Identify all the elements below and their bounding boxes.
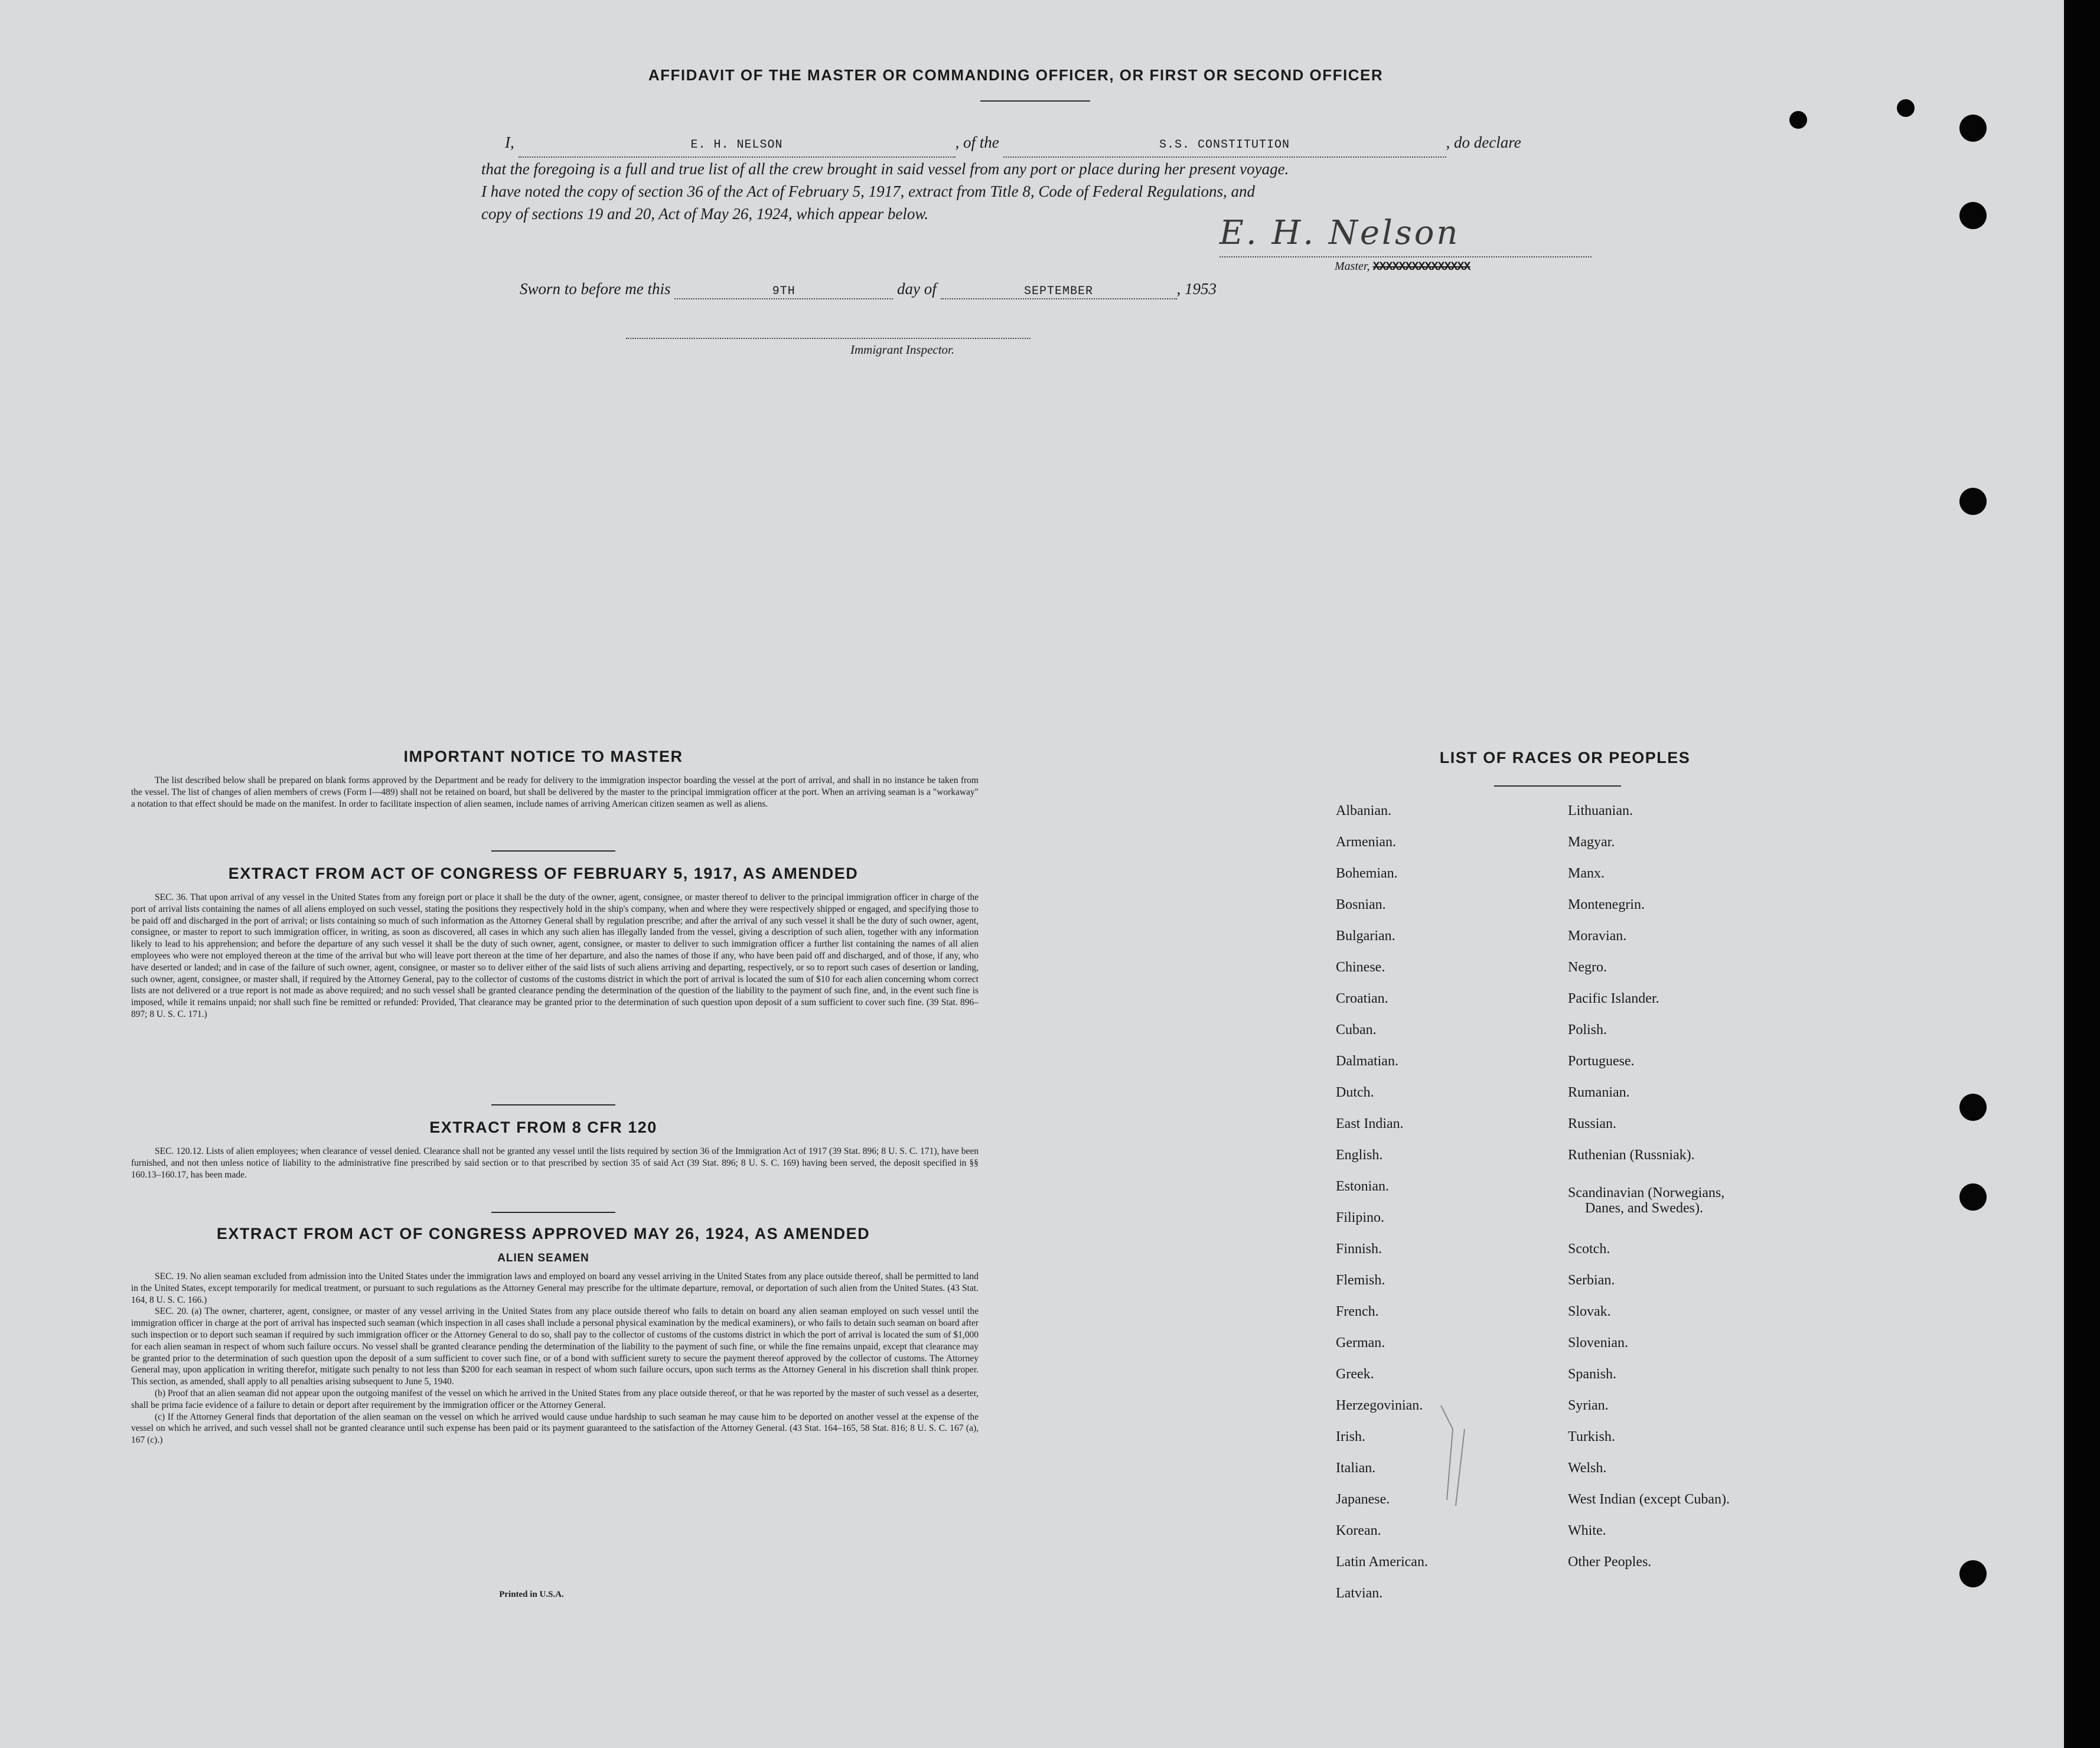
race-left-22: Japanese. <box>1336 1492 1390 1507</box>
race-right-5: Negro. <box>1568 960 1607 975</box>
punch-hole <box>1959 115 1987 142</box>
signature-line <box>1219 256 1592 257</box>
race-right-17: Slovenian. <box>1568 1335 1628 1351</box>
race-right-18: Spanish. <box>1568 1367 1617 1382</box>
race-right-22: West Indian (except Cuban). <box>1568 1492 1730 1507</box>
notice-text: The list described below shall be prepared on blank forms approved by the Department and be ready for delivery to the immigration inspector boarding the vessel at the port of arrival, and shall in no instance be taken from the vessel. The list of changes of alien members of crews (Form I—489) shall not be retained on board, but shall be delivered by the master to the principal immigration officer at the port. When an arriving seaman is a "workaway" a notation to that effect should be made on the manifest. In order to facilitate inspection of alien seamen, include names of arriving American citizen seamen as well as aliens. <box>131 775 979 809</box>
sworn-month-field: SEPTEMBER <box>941 285 1177 299</box>
affidavit-line-3: I have noted the copy of section 36 of the Act of February 5, 1917, extract from Title 8, Code of Federal Regulations, and <box>481 182 1256 200</box>
race-left-13: Filipino. <box>1336 1210 1385 1225</box>
pencil-mark <box>1429 1394 1494 1512</box>
race-left-1: Armenian. <box>1336 834 1396 850</box>
race-left-11: English. <box>1336 1147 1383 1163</box>
race-right-15: Serbian. <box>1568 1273 1615 1288</box>
extract-cfr-title: EXTRACT FROM 8 CFR 120 <box>429 1118 657 1136</box>
extract-1917-title: EXTRACT FROM ACT OF CONGRESS OF FEBRUARY 5, 1917, AS AMENDED <box>228 865 859 882</box>
race-right-23: White. <box>1568 1523 1606 1538</box>
race-left-3: Bosnian. <box>1336 897 1386 912</box>
race-left-6: Croatian. <box>1336 991 1388 1006</box>
struck-officer-title: XXXXXXXXXXXXXXX <box>1372 260 1470 274</box>
extract-cfr-rule <box>491 1212 615 1213</box>
punch-hole <box>1959 1094 1987 1121</box>
races-title: LIST OF RACES OR PEOPLES <box>1439 749 1691 767</box>
race-left-10: East Indian. <box>1336 1116 1404 1131</box>
race-right-14: Scotch. <box>1568 1241 1610 1257</box>
race-right-6: Pacific Islander. <box>1568 991 1659 1006</box>
race-right-9: Rumanian. <box>1568 1085 1630 1100</box>
inspector-label: Immigrant Inspector. <box>850 343 955 357</box>
scan-edge <box>2064 0 2100 1748</box>
alien-seamen-subtitle: ALIEN SEAMEN <box>497 1252 589 1264</box>
notice-title: IMPORTANT NOTICE TO MASTER <box>403 748 683 765</box>
race-right-11: Ruthenian (Russniak). <box>1568 1147 1695 1163</box>
punch-hole <box>1959 488 1987 515</box>
affidavit-title: AFFIDAVIT OF THE MASTER OR COMMANDING OFFICER, OR FIRST OR SECOND OFFICER <box>648 66 1384 84</box>
affidavit-line-1: I, E. H. NELSON , of the S.S. CONSTITUTION , do declare <box>481 131 1592 158</box>
extract-1917-rule <box>491 1104 615 1105</box>
sec-19-text: SEC. 19. No alien seaman excluded from admission into the United States under the immigration laws and employed on board any vessel arriving in the United States from any place outside thereof, shall be permitted to land in the United States, except temporarily for medical treatment, or pursuant to such regulations as the Attorney General may prescribe for the ultimate departure, removal, or deportation of such alien from the United States. (43 Stat. 164, 8 U. S. C. 166.) <box>131 1271 979 1305</box>
race-left-19: Herzegovinian. <box>1336 1398 1423 1413</box>
race-left-2: Bohemian. <box>1336 866 1398 881</box>
race-left-5: Chinese. <box>1336 960 1385 975</box>
race-right-20: Turkish. <box>1568 1429 1615 1444</box>
punch-hole <box>1959 1560 1987 1587</box>
races-title-rule <box>1494 785 1621 787</box>
race-right-3: Montenegrin. <box>1568 897 1645 912</box>
punch-hole <box>1789 111 1807 129</box>
race-left-16: French. <box>1336 1304 1379 1319</box>
extract-1917-text: SEC. 36. That upon arrival of any vessel in the United States from any foreign port or place it shall be the duty of the owner, agent, consignee, or master thereof to deliver to the principal immigration officer in charge of the port of arrival lists containing the names of all aliens employed on such vessel, stating the positions they respectively hold in the ship's company, when and where they were respectively shipped or engaged, and specifying those to be paid off and discharged in the port of arrival; or lists containing so much of such information as the Attorney General shall by regulation prescribe; and after the arrival of any such vessel it shall be the duty of such owner, agent, consignee, or master to report to such immigration officer, in writing, as soon as discovered, all cases in which any such alien has illegally landed from the vessel, giving a description of such alien, together with any information likely to lead to his apprehension; and before the departure of any such vessel it shall be the duty of such owner, agent, consignee, or master to deliver to such immigration officer a further list containing the names of all alien employees who were not employed thereon at the time of the arrival but who will leave port thereon at the time of her departure, and also the names of those if any, who have been paid off and discharged, and of those, if any, who have deserted or landed; and in case of the failure of such owner, agent, consignee, or master so to deliver either of the said lists of such aliens arriving and departing, respectively, or so to report such cases of desertion or landing, such owner, agent, consignee, or master shall, if required by the Attorney General, pay to the collector of customs of the customs district in which the port of arrival is located the sum of $10 for each alien concerning whom correct lists are not delivered or a true report is not made as above required; and no such vessel shall be granted clearance pending the determination of the question of the liability to the payment of such fine, and, in the event such fine is imposed, while it remains unpaid; nor shall such fine be remitted or refunded: Provided, That clearance may be granted prior to the determination of such question upon deposit of a sum sufficient to cover such fine. (39 Stat. 896–897; 8 U. S. C. 171.) <box>131 892 979 1019</box>
race-left-14: Finnish. <box>1336 1241 1382 1257</box>
sworn-line: Sworn to before me this 9TH day of SEPTEMBER , 1953 <box>520 280 1217 298</box>
race-right-24: Other Peoples. <box>1568 1554 1652 1570</box>
race-right-7: Polish. <box>1568 1022 1607 1038</box>
sec-20b-text: (b) Proof that an alien seaman did not appear upon the outgoing manifest of the vessel on which he arrived in the United States from any place outside thereof, or that he was reported by the master of such vessel as a deserter, shall be prima facie evidence of a failure to detain or deport after requirement by the immigration officer or the Attorney General. <box>131 1388 979 1410</box>
sec-20c-text: (c) If the Attorney General finds that deportation of the alien seaman on the vessel on which he arrived would cause undue hardship to such seaman he may cause him to be deported on another vessel at the expense of the vessel on which he arrived, and such vessel shall not be granted clearance until such expense has been paid or its payment guaranteed to the satisfaction of the Attorney General. (43 Stat. 164–165, 58 Stat. 816; 8 U. S. C. 167 (a), 167 (c).) <box>131 1411 979 1446</box>
race-right-12: Scandinavian (Norwegians, <box>1568 1185 1725 1201</box>
race-left-12: Estonian. <box>1336 1179 1389 1194</box>
punch-hole <box>1959 202 1987 229</box>
race-right-8: Portuguese. <box>1568 1054 1635 1069</box>
race-left-24: Latin American. <box>1336 1554 1428 1570</box>
race-left-18: Greek. <box>1336 1367 1374 1382</box>
printed-in-usa: Printed in U.S.A. <box>499 1590 564 1599</box>
vessel-name-field: S.S. CONSTITUTION <box>1003 134 1446 158</box>
race-right-1: Magyar. <box>1568 834 1615 850</box>
extract-1924-text <box>131 1271 979 1446</box>
race-left-21: Italian. <box>1336 1460 1376 1476</box>
extract-1924-title: EXTRACT FROM ACT OF CONGRESS APPROVED MAY 26, 1924, AS AMENDED <box>216 1225 870 1242</box>
race-right-19: Syrian. <box>1568 1398 1609 1413</box>
affidavit-declaration <box>481 131 1592 225</box>
race-right-13: Danes, and Swedes). <box>1585 1201 1703 1216</box>
race-right-21: Welsh. <box>1568 1460 1607 1476</box>
signature-role: Master, XXXXXXXXXXXXXXX <box>1335 260 1470 274</box>
race-left-4: Bulgarian. <box>1336 928 1395 944</box>
master-signature: E. H. Nelson <box>1219 214 1460 252</box>
sworn-day-field: 9TH <box>674 285 893 299</box>
race-left-0: Albanian. <box>1336 803 1391 818</box>
race-left-7: Cuban. <box>1336 1022 1377 1038</box>
extract-cfr-text: SEC. 120.12. Lists of alien employees; when clearance of vessel denied. Clearance shall not be granted any vessel until the lists required by section 36 of the Immigration Act of 1917 (39 Stat. 896; 8 U. S. C. 171), have been furnished, and not then unless notice of liability to the administrative fine prescribed by said section or to that prescribed by section 35 of said Act (39 Stat. 896; 8 U. S. C. 169) having been served, the deposit specified in §§ 160.13–160.17, has been made. <box>131 1146 979 1180</box>
race-left-23: Korean. <box>1336 1523 1381 1538</box>
race-left-25: Latvian. <box>1336 1586 1383 1601</box>
race-left-15: Flemish. <box>1336 1273 1385 1288</box>
race-left-17: German. <box>1336 1335 1385 1351</box>
race-right-4: Moravian. <box>1568 928 1627 944</box>
race-right-10: Russian. <box>1568 1116 1617 1131</box>
affidavit-line-4: copy of sections 19 and 20, Act of May 26, 1924, which appear below. <box>481 205 929 223</box>
race-left-20: Irish. <box>1336 1429 1365 1444</box>
sec-20a-text: SEC. 20. (a) The owner, charterer, agent, consignee, or master of any vessel arriving in the United States from any place outside thereof who fails to detain on board any alien seaman employed on such vessel until the immigration officer in charge at the port of arrival has inspected such seaman (which inspection in all cases shall include a personal physical examination by the medical examiners), or who fails to detain such seaman on board after such inspection or to deport such seaman if required by such immigration officer or the Attorney General to do so, shall pay to the collector of customs of the customs district in which the port of arrival is located the sum of $1,000 for each alien seaman in respect of whom such failure occurs. No vessel shall be granted clearance pending the determination of the liability to the payment of such fine, or while the fine remains unpaid, except that clearance may be granted prior to the determination of such question upon the deposit of a sum sufficient to cover such fine, or of a bond with sufficient surety to secure the payment thereof approved by the collector of customs. The Attorney General may, upon application in writing therefor, mitigate such penalty to not less than $200 for each seaman in respect of whom such failure occurs, upon such terms as the Attorney General in his discretion shall think proper. This section, as amended, shall apply to all penalties arising subsequent to June 5, 1940. <box>131 1306 979 1387</box>
race-right-2: Manx. <box>1568 866 1605 881</box>
punch-hole <box>1959 1183 1987 1211</box>
inspector-signature-line <box>626 338 1031 339</box>
affidavit-line-2: that the foregoing is a full and true list of all the crew brought in said vessel from any port or place during her present voyage. <box>481 160 1289 178</box>
race-right-16: Slovak. <box>1568 1304 1611 1319</box>
punch-hole <box>1897 99 1915 117</box>
race-left-9: Dutch. <box>1336 1085 1374 1100</box>
notice-rule <box>491 850 615 852</box>
master-name-field: E. H. NELSON <box>519 134 956 158</box>
race-right-0: Lithuanian. <box>1568 803 1633 818</box>
affidavit-title-rule <box>980 100 1090 102</box>
race-left-8: Dalmatian. <box>1336 1054 1398 1069</box>
